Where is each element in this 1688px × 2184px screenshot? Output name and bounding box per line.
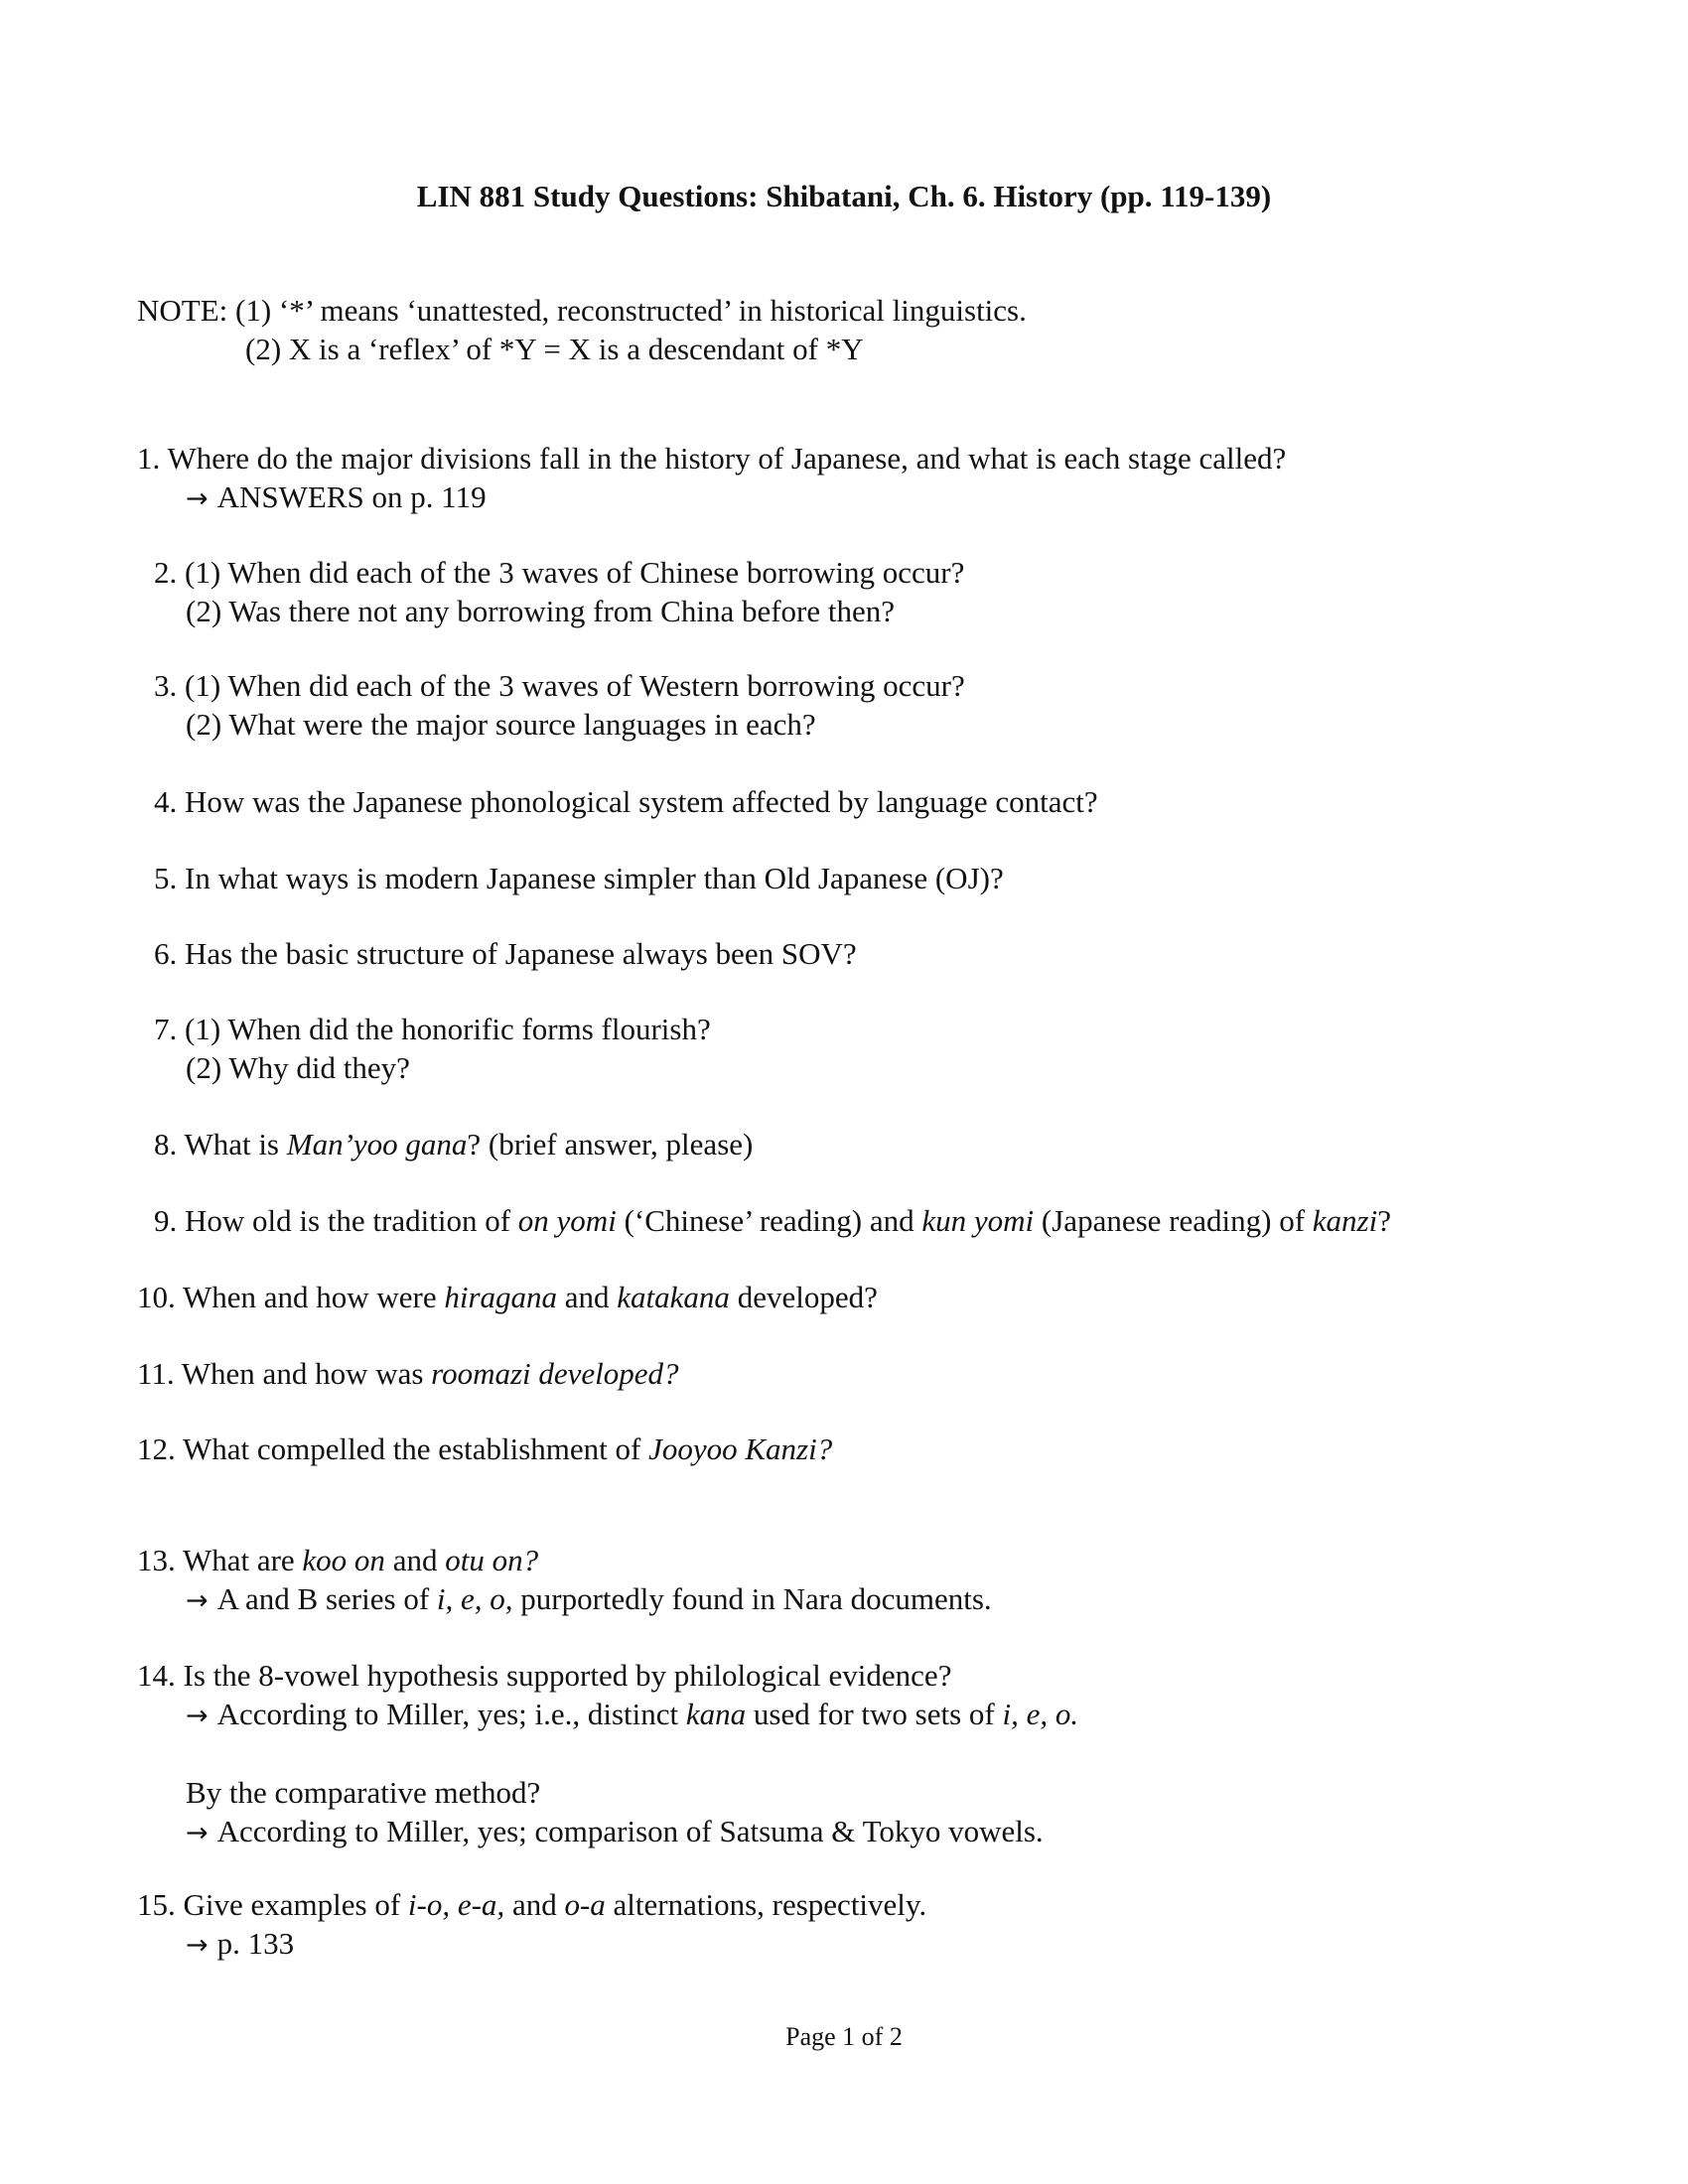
term-hiragana: hiragana [444, 1280, 558, 1314]
question-7 [154, 1010, 711, 1087]
question-13 [137, 1541, 992, 1620]
question-1-answer: → ANSWERS on p. 119 [186, 479, 487, 514]
question-7-line-2: (2) Why did they? [186, 1050, 410, 1085]
note-line-2: (2) X is a ‘reflex’ of *Y = X is a descendant of *Y [245, 332, 864, 366]
question-9: 9. How old is the tradition of on yomi (‘Chinese’ reading) and kun yomi (Japanese reading) of kanzi? [154, 1203, 1391, 1238]
arrow-icon: → [186, 1818, 209, 1848]
question-14-sub: By the comparative method? [186, 1775, 541, 1810]
term-kanzi: kanzi [1312, 1203, 1378, 1238]
arrow-icon: → [186, 1701, 209, 1731]
question-1 [137, 439, 1286, 518]
question-4: 4. How was the Japanese phonological system affected by language contact? [154, 784, 1098, 819]
question-15-answer: → p. 133 [186, 1926, 295, 1961]
term-kun-yomi: kun yomi [921, 1203, 1035, 1238]
note-block [137, 291, 1027, 368]
page-title: LIN 881 Study Questions: Shibatani, Ch. 6. History (pp. 119-139) [416, 179, 1272, 213]
question-3-line-2: (2) What were the major source languages in each? [186, 707, 816, 742]
question-11: 11. When and how was roomazi developed? [137, 1356, 679, 1391]
term-kana: kana [685, 1697, 747, 1731]
question-1-text: 1. Where do the major divisions fall in the history of Japanese, and what is each stage called? [137, 441, 1287, 476]
question-15 [137, 1885, 926, 1965]
question-6: 6. Has the basic structure of Japanese always been SOV? [154, 936, 857, 971]
question-2 [154, 553, 964, 630]
arrow-icon: → [186, 483, 209, 514]
term-otu-on: otu on? [445, 1543, 539, 1577]
question-3 [154, 666, 965, 744]
question-2-line-2: (2) Was there not any borrowing from China before then? [186, 594, 896, 628]
question-10: 10. When and how were hiragana and katakana developed? [137, 1280, 878, 1314]
question-7-line-1: 7. (1) When did the honorific forms flourish? [154, 1012, 711, 1046]
term-roomazi: roomazi developed? [431, 1356, 679, 1391]
question-2-line-1: 2. (1) When did each of the 3 waves of Chinese borrowing occur? [154, 555, 965, 590]
question-13-text: 13. What are koo on and otu on? [137, 1543, 539, 1577]
question-15-text: 15. Give examples of i-o, e-a, and o-a alternations, respectively. [137, 1887, 927, 1922]
term-manyoo-gana: Man’yoo gana [286, 1127, 468, 1161]
arrow-icon: → [186, 1585, 209, 1616]
question-14-answer-1: → According to Miller, yes; i.e., distinct kana used for two sets of i, e, o. [186, 1697, 1079, 1731]
question-5: 5. In what ways is modern Japanese simpler than Old Japanese (OJ)? [154, 861, 1004, 895]
term-on-yomi: on yomi [517, 1203, 617, 1238]
term-i-o-e-a: i-o, e-a, [407, 1887, 505, 1922]
question-8: 8. What is Man’yoo gana? (brief answer, please) [154, 1127, 754, 1161]
arrow-icon: → [186, 1930, 209, 1961]
term-jooyoo-kanzi: Jooyoo Kanzi? [648, 1432, 833, 1466]
page-number: Page 1 of 2 [785, 2022, 903, 2051]
note-line-1: NOTE: (1) ‘*’ means ‘unattested, reconstructed’ in historical linguistics. [137, 293, 1027, 328]
term-o-a: o-a [564, 1887, 606, 1922]
question-12: 12. What compelled the establishment of Jooyoo Kanzi? [137, 1432, 833, 1466]
question-3-line-1: 3. (1) When did each of the 3 waves of Western borrowing occur? [154, 668, 965, 703]
question-14 [137, 1656, 1078, 1852]
question-14-text: 14. Is the 8-vowel hypothesis supported by philological evidence? [137, 1658, 952, 1693]
term-koo-on: koo on [302, 1543, 385, 1577]
question-13-answer: → A and B series of i, e, o, purportedly found in Nara documents. [186, 1581, 992, 1616]
question-14-answer-2: → According to Miller, yes; comparison of Satsuma & Tokyo vowels. [186, 1814, 1044, 1848]
term-katakana: katakana [617, 1280, 730, 1314]
